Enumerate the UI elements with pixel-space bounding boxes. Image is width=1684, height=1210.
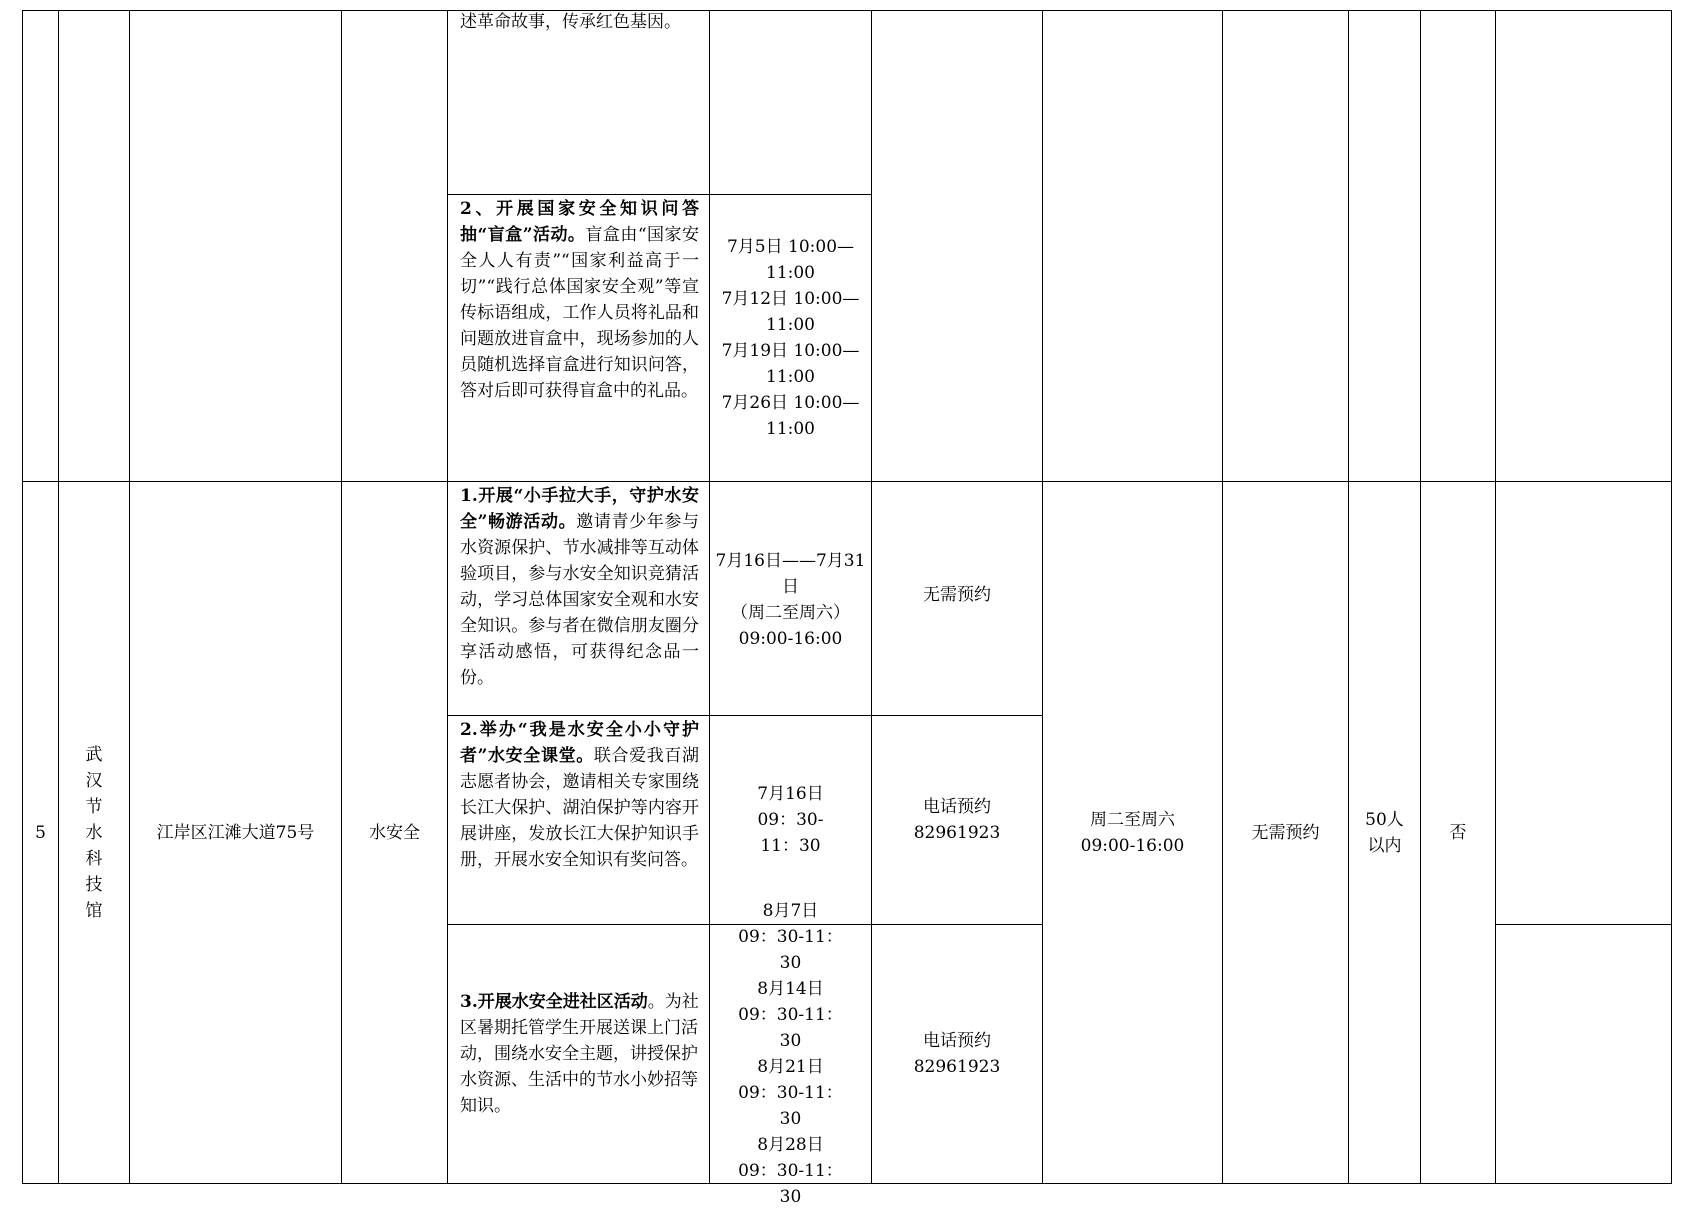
venue-address: 江岸区江滩大道75号 — [156, 822, 315, 843]
activity-title: 3.开展水安全进社区活动 — [460, 992, 648, 1012]
activity-title: 2、开展国家安全知识问答抽“盲盒”活动。 — [460, 199, 699, 245]
activity-2-description — [448, 195, 709, 481]
grid-line — [22, 1183, 1672, 1184]
open-hours: 周二至周六 09:00-16:00 — [1080, 809, 1185, 856]
capacity: 50人以内 — [1365, 809, 1404, 856]
activity-3-description — [448, 925, 709, 1183]
activity-title: 2.举办“我是水安全小小守护者”水安全课堂。 — [460, 720, 699, 766]
activity-title: 1.开展“小手拉大手，守护水安全”畅游活动。 — [460, 486, 699, 532]
activity-2-times — [710, 195, 871, 481]
activity-body: 邀请青少年参与水资源保护、节水减排等互动体验项目，参与水安全知识竞猜活动，学习总体国家安全观和水安全知识。参与者在微信朋友圈分享活动感悟，可获得纪念品一份。 — [460, 512, 700, 688]
activity-body: 盲盒由“国家安全人人有责”“国家利益高于一切”“践行总体国家安全观”等宣传标语组成，工作人员将礼品和问题放进盲盒中，现场参加的人员随机选择盲盒进行知识问答，答对后即可获得盲盒中的礼品。 — [460, 225, 699, 401]
activity-1-description — [448, 482, 709, 715]
continuation-activity-cell — [448, 11, 709, 194]
activity-2-row5-description — [448, 716, 709, 924]
time-slot: 7月5日 10:00—11:00 — [726, 237, 855, 283]
activity-2-row5-booking: 电话预约 82961923 — [913, 797, 1001, 843]
grid-line — [1495, 924, 1672, 925]
activity-2-row5-time: 7月16日 09：30-11：30 — [757, 784, 824, 856]
time-slot: 7月12日 10:00—11:00 — [721, 289, 860, 335]
time-slot: 7月26日 10:00—11:00 — [721, 393, 860, 439]
activity-theme: 水安全 — [369, 822, 420, 843]
activity-1-booking: 无需预约 — [923, 585, 991, 605]
grid-line — [1495, 10, 1496, 1184]
activity-3-time: 8月7日 09：30-11：30 8月14日 09：30-11：30 8月21日 09：30-11：30 8月28日 09：30-11：30 — [738, 901, 843, 1207]
venue-name: 武汉节水科技馆 — [85, 744, 103, 921]
activity-body: 联合爱我百湖志愿者协会，邀请相关专家围绕长江大保护、湖泊保护等内容开展讲座，发放长江大保护知识手册，开展水安全知识有奖问答。 — [460, 746, 700, 870]
continuation-text: 述革命故事，传承红色基因。 — [460, 12, 681, 32]
fee-required: 否 — [1449, 822, 1467, 843]
row-index: 5 — [35, 822, 46, 843]
time-slot: 7月19日 10:00—11:00 — [721, 341, 860, 387]
activity-body: 。为社区暑期托管学生开展送课上门活动，围绕水安全主题，讲授保护水资源、生活中的节水小妙招等知识。 — [460, 992, 699, 1116]
grid-line — [22, 10, 1672, 11]
activity-1-time: 7月16日——7月31日 （周二至周六） 09:00-16:00 — [715, 551, 866, 649]
reservation-requirement: 无需预约 — [1251, 822, 1320, 843]
activity-3-booking: 电话预约 82961923 — [913, 1031, 1001, 1077]
grid-line — [1671, 10, 1672, 1184]
